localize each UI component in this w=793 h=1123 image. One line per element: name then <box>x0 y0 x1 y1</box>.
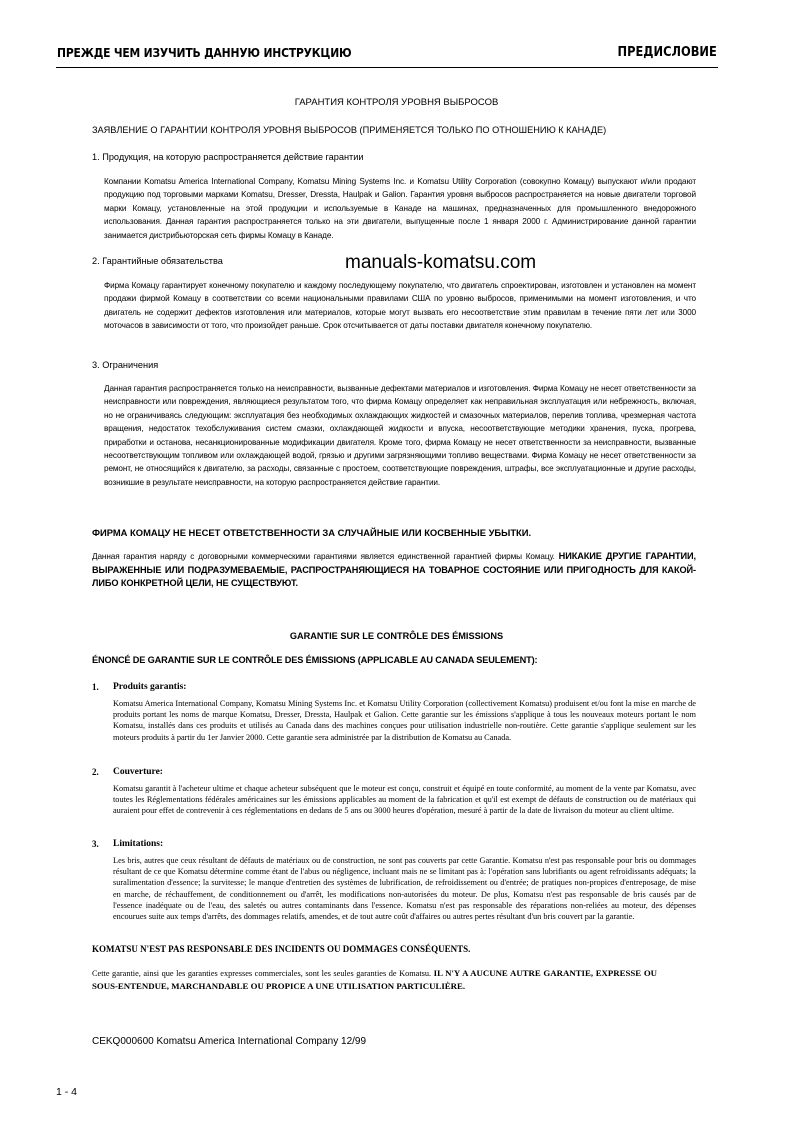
header-divider <box>56 67 718 68</box>
fr-final-statement <box>92 967 657 993</box>
fr-section-2-text: Komatsu garantit à l'acheteur ultime et chaque acheteur subséquent que le moteur est conçu, construit et équipé en toute conformité, au moment de la vente par Komatsu, avec toutes les Réglementations fédérales américaines sur les émissions applicables au moment de la fabrication et qu'il est exempt de défauts de construction ou de matériaux qui auraient pour effet de contrevenir à ces réglementations en dedans de 5 ans ou 3000 heures d'opération, mesuré à partir de la date de livraison du moteur au client ultime. <box>113 784 696 816</box>
ru-section-3-text: Данная гарантия распространяется только на неисправности, вызванные дефектами материалов и изготовления. Фирма Комацу не несет ответственности за неисправности или повреждения, являющиеся результатом того, что фирма Комацу определяет как неправильная эксплуатация или небрежность, включая, но не ограничиваясь следующим: эксплуатация без необходимых охлаждающих жидкостей и смазочных материалов, перелив топлива, чрезмерная частота вращения, недостаток техобслуживания систем смазки, охлаждающей жидкости и впуска, несоответствующие методики хранения, пуска, прогрева, приработки и останова, несанкционированные модификации двигателя. Кроме того, фирма Комацу не несет ответственности за неисправности, вызванные несоответствующим топливом или охлаждающей водой, грязью и другими загрязняющими топливо веществами. Фирма Комацу не несет ответственности за ремонт, не относящийся к двигателю, за расходы, связанные с простоем, соответствующие повреждения, штрафы, все эксплуатационные и другие расходы, возникшие в результате неисправности, на которую распространяется действие гарантии. <box>104 384 696 487</box>
ru-section-2-heading: 2. Гарантийные обязательства <box>92 256 223 266</box>
document-footer-code: CEKQ000600 Komatsu America International Company 12/99 <box>92 1036 367 1047</box>
ru-final-normal: Данная гарантия наряду с договорными коммерческими гарантиями является единственной гарантией фирмы Комацу. <box>92 552 555 561</box>
ru-section-3-heading: 3. Ограничения <box>92 360 159 370</box>
header-chapter-title: ПРЕДИСЛОВИЕ <box>617 45 717 60</box>
ru-warranty-title: ГАРАНТИЯ КОНТРОЛЯ УРОВНЯ ВЫБРОСОВ <box>294 97 499 108</box>
ru-section-1-heading: 1. Продукция, на которую распространяется действие гарантии <box>92 152 364 162</box>
fr-liability-statement: KOMATSU N'EST PAS RESPONSABLE DES INCIDENTS OU DOMMAGES CONSÉQUENTS. <box>92 944 471 954</box>
ru-warranty-subtitle: ЗАЯВЛЕНИЕ О ГАРАНТИИ КОНТРОЛЯ УРОВНЯ ВЫБРОСОВ (ПРИМЕНЯЕТСЯ ТОЛЬКО ПО ОТНОШЕНИЮ К КАНАДЕ) <box>92 125 607 135</box>
fr-section-1-number: 1. <box>92 682 99 692</box>
fr-section-1-heading: Produits garantis: <box>113 682 187 692</box>
ru-final-statement <box>92 550 696 591</box>
fr-section-1-text: Komatsu America International Company, Komatsu Mining Systems Inc. et Komatsu Utility Corporation (collectivement Komatsu) produisent et/ou font la mise en marche de produits portant les noms de marque Komatsu, Dresser, Dressta, Haulpak et Galion. Cette garantie sur les émissions s'applique à tous les nouveaux moteurs portant le nom Komatsu, installés dans ces produits et utilisés au Canada dans des machines conçues pour utilisation industrielle non-routière. Cette garantie s'applique seulement sur les moteurs produits à partir du 1er Janvier 2000. Cette garantie sera administrée par la distribution de Komatsu au Canada. <box>113 699 696 742</box>
fr-section-3-text: Les bris, autres que ceux résultant de défauts de matériaux ou de construction, ne sont pas couverts par cette Garantie. Komatsu n'est pas responsable pour bris ou dommages résultant de ce que Komatsu détermine comme étant de l'abus ou négligence, incluant mais ne se limitant pas à: l'opération sans lubrifiants ou agent refroidissants adéquats; la suralimentation d'essence; la survitesse; le manque d'entretien des systèmes de lubrification, de refroidissement ou d'entrée; de pratiques non-propices d'entreposage, de mise en marche, de réchauffement, de conditionnement ou d'arrêt, les modifications non-autorisées du moteur. De plus, Komatsu n'est pas responsable de bris causés par de l'essence inadéquate ou de l'eau, des saletés ou autres contaminants dans l'essence. Komatsu n'est pas responsable des réparations non-reliées au moteur, des dépenses encourues suite aux temps d'arrêts, des dommages relatifs, amendes, et de tout autre coût d'affaires ou autres pertes résultant d'un bris couvert par la garantie. <box>113 856 696 922</box>
fr-section-3-heading: Limitations: <box>113 839 164 849</box>
fr-section-2-heading: Couverture: <box>113 767 163 777</box>
ru-final-bold: НИКАКИЕ ДРУГИЕ ГАРАНТИИ, ВЫРАЖЕННЫЕ ИЛИ ПОДРАЗУМЕВАЕМЫЕ, РАСПРОСТРАНЯЮЩИЕСЯ НА ТОВАРНОЕ СОСТОЯНИЕ ИЛИ ПРИГОДНОСТЬ ДЛЯ КАКОЙ-ЛИБО КОНКРЕТНОЙ ЦЕЛИ, НЕ СУЩЕСТВУЮТ. <box>92 551 696 588</box>
page-number: 1 - 4 <box>56 1086 78 1098</box>
watermark-text: manuals-komatsu.com <box>345 252 537 273</box>
fr-section-3-number: 3. <box>92 839 99 849</box>
fr-warranty-subtitle: ÉNONCÉ DE GARANTIE SUR LE CONTRÔLE DES ÉMISSIONS (APPLICABLE AU CANADA SEULEMENT): <box>92 655 538 665</box>
fr-final-normal: Cette garantie, ainsi que les garanties expresses commerciales, sont les seules garanties de Komatsu. <box>92 969 432 978</box>
fr-warranty-title: GARANTIE SUR LE CONTRÔLE DES ÉMISSIONS <box>289 631 504 641</box>
ru-section-2-text: Фирма Комацу гарантирует конечному покупателю и каждому последующему покупателю, что двигатель спроектирован, изготовлен и установлен на момент продажи фирмой Комацу в соответствии со всеми национальными правилами США по уровню выбросов, применимыми на момент изготовления, и что двигатель не содержит дефектов изготовления или материалов, которые могут вызвать его несоответствие этим правилам в течение пяти лет или 3000 моточасов в зависимости от того, что произойдет раньше. Срок отсчитывается от даты поставки двигателя конечному покупателю. <box>104 281 696 331</box>
fr-section-2-number: 2. <box>92 767 99 777</box>
ru-section-1-text: Компании Komatsu America International Company, Komatsu Mining Systems Inc. и Komatsu Utility Corporation (совокупно Комацу) выпускают и/или продают продукцию под торговыми марками Komatsu, Dresser, Dressta, Haulpak и Galion. Гарантия уровня выбросов распространяется на новые двигатели торговой марки Комацу, установленные на этой продукции и используемые в Канаде на машинах, предназначенных для промышленного внедорожного использования. Данная гарантия распространяется только на эти двигатели, выпущенные после 1 января 2000 г. Администрирование данной гарантии занимается дистрибьюторская сеть фирмы Комацу в Канаде. <box>104 177 696 240</box>
fr-final-bold: IL N'Y A AUCUNE AUTRE GARANTIE, EXPRESSE OU SOUS-ENTENDUE, MARCHANDABLE OU PROPICE A UNE UTILISATION PARTICULIÈRE. <box>92 968 658 991</box>
header-section-title: ПРЕЖДЕ ЧЕМ ИЗУЧИТЬ ДАННУЮ ИНСТРУКЦИЮ <box>57 45 352 60</box>
ru-liability-statement: ФИРМА КОМАЦУ НЕ НЕСЕТ ОТВЕТСТВЕННОСТИ ЗА СЛУЧАЙНЫЕ ИЛИ КОСВЕННЫЕ УБЫТКИ. <box>92 527 532 538</box>
